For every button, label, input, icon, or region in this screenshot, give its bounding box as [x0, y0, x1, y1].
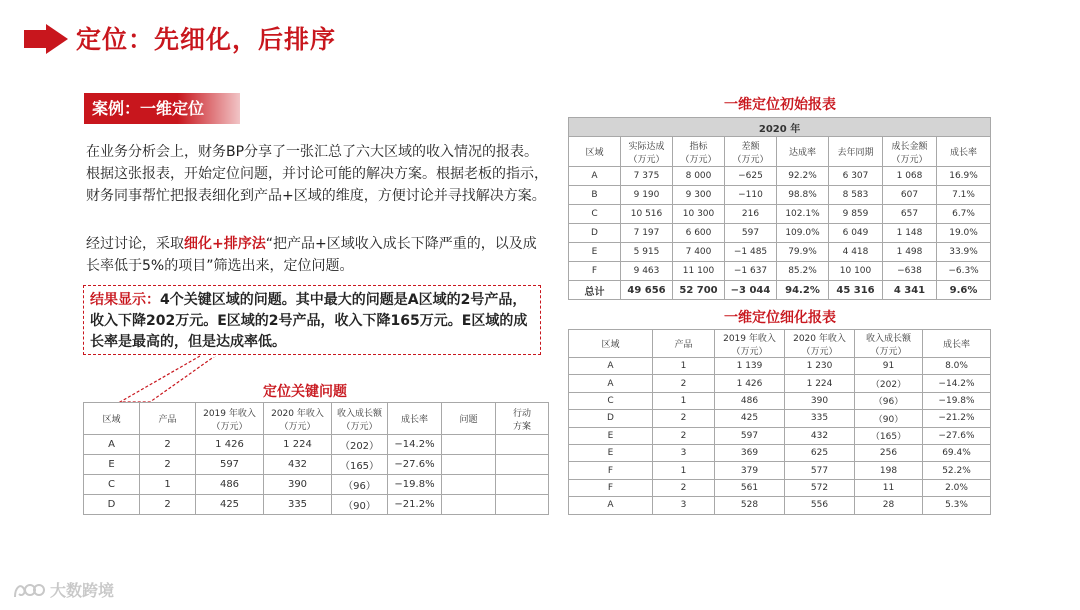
table-cell [442, 435, 496, 455]
method-highlight: 细化+排序法 [184, 236, 266, 252]
table-cell: E [569, 243, 621, 262]
table-cell [496, 435, 549, 455]
table-cell: −110 [725, 186, 777, 205]
table-cell: 572 [785, 479, 855, 496]
table-cell: 10 516 [621, 205, 673, 224]
table-cell: 28 [855, 497, 923, 514]
header-cell: 收入成长额 （万元） [332, 403, 388, 435]
table-row [569, 358, 991, 375]
table-cell: 335 [264, 495, 332, 515]
table-cell: 69.4% [923, 444, 991, 461]
table-row [84, 475, 549, 495]
table-cell: C [569, 392, 653, 409]
table-cell: −1 637 [725, 262, 777, 281]
table-cell: 577 [785, 462, 855, 479]
table-row [569, 444, 991, 461]
table-cell: 657 [883, 205, 937, 224]
table-cell: 5 915 [621, 243, 673, 262]
table-cell: 8.0% [923, 358, 991, 375]
table-row [84, 455, 549, 475]
table-cell [442, 455, 496, 475]
table-cell: 597 [725, 224, 777, 243]
table-cell: 2 [653, 427, 715, 444]
table-cell [496, 495, 549, 515]
table-cell: （202） [855, 375, 923, 392]
table-cell: 379 [715, 462, 785, 479]
table-cell: 528 [715, 497, 785, 514]
table-cell: C [84, 475, 140, 495]
table-cell: −19.8% [923, 392, 991, 409]
detail-report-table [568, 329, 991, 515]
table-cell: −625 [725, 167, 777, 186]
total-cell: 94.2% [777, 281, 829, 300]
table-cell [442, 475, 496, 495]
table-cell: A [84, 435, 140, 455]
key-issues-title: 定位关键问题 [263, 384, 347, 400]
table-cell: 625 [785, 444, 855, 461]
initial-report-table [568, 117, 991, 300]
total-cell: 9.6% [937, 281, 991, 300]
table-cell [442, 495, 496, 515]
table-row [84, 495, 549, 515]
table-cell: 1 498 [883, 243, 937, 262]
table-cell: 1 224 [264, 435, 332, 455]
table-cell: 16.9% [937, 167, 991, 186]
total-cell: 4 341 [883, 281, 937, 300]
header-cell: 实际达成 （万元） [621, 137, 673, 167]
table-cell: 91 [855, 358, 923, 375]
table-cell: A [569, 167, 621, 186]
table-cell: 556 [785, 497, 855, 514]
table-cell: −27.6% [923, 427, 991, 444]
table-cell: 8 000 [673, 167, 725, 186]
table-cell: 6 049 [829, 224, 883, 243]
table-cell: 597 [196, 455, 264, 475]
total-cell: −3 044 [725, 281, 777, 300]
table-cell: 1 426 [196, 435, 264, 455]
header-cell: 差额 （万元） [725, 137, 777, 167]
table-cell: 7 375 [621, 167, 673, 186]
table-cell: C [569, 205, 621, 224]
table-cell: 9 300 [673, 186, 725, 205]
table-cell: （90） [332, 495, 388, 515]
table-row [569, 205, 991, 224]
table-cell: 11 100 [673, 262, 725, 281]
table-cell: D [84, 495, 140, 515]
table-cell: 369 [715, 444, 785, 461]
table-cell: 1 139 [715, 358, 785, 375]
table-cell: −21.2% [388, 495, 442, 515]
table-row [569, 462, 991, 479]
table-cell: −19.8% [388, 475, 442, 495]
intro-paragraph: 在业务分析会上，财务BP分享了一张汇总了六大区域的收入情况的报表。根据这张报表，开始定位问题，并讨论可能的解决方案。根据老板的指示，财务同事帮忙把报表细化到产品+区域的维度，方便讨论并寻找解决方案。 [86, 144, 548, 204]
table-cell: 11 [855, 479, 923, 496]
table-cell: 6.7% [937, 205, 991, 224]
header-cell: 区域 [569, 137, 621, 167]
table-cell: −1 485 [725, 243, 777, 262]
header-cell: 2020 年收入 （万元） [785, 330, 855, 358]
table-cell: 425 [196, 495, 264, 515]
table-cell: D [569, 224, 621, 243]
result-label: 结果显示： [90, 292, 160, 308]
table-cell: 2 [653, 410, 715, 427]
header-cell: 区域 [84, 403, 140, 435]
table-cell: E [569, 444, 653, 461]
table-cell: A [569, 375, 653, 392]
table-cell: 8 583 [829, 186, 883, 205]
header-cell: 产品 [653, 330, 715, 358]
table-row [569, 479, 991, 496]
table-cell: （165） [332, 455, 388, 475]
table-cell: 1 [140, 475, 196, 495]
table-cell: （96） [332, 475, 388, 495]
header-cell: 达成率 [777, 137, 829, 167]
table-cell: 390 [785, 392, 855, 409]
table-cell: 2 [140, 455, 196, 475]
table-cell: −6.3% [937, 262, 991, 281]
table-cell: （202） [332, 435, 388, 455]
table-row [569, 410, 991, 427]
footer-logo [12, 578, 114, 601]
header-cell: 2020 年收入 （万元） [264, 403, 332, 435]
total-cell: 45 316 [829, 281, 883, 300]
page-title: 定位：先细化，后排序 [76, 25, 337, 54]
header-cell: 问题 [442, 403, 496, 435]
table-cell: 19.0% [937, 224, 991, 243]
header-cell: 成长金额 （万元） [883, 137, 937, 167]
table-cell: F [569, 462, 653, 479]
table-cell: 390 [264, 475, 332, 495]
header-cell: 成长率 [937, 137, 991, 167]
result-box [83, 285, 541, 355]
table-cell: D [569, 410, 653, 427]
header-cell: 行动 方案 [496, 403, 549, 435]
table-cell: 1 224 [785, 375, 855, 392]
header-cell: 2019 年收入 （万元） [196, 403, 264, 435]
table-cell: −21.2% [923, 410, 991, 427]
header-cell: 成长率 [388, 403, 442, 435]
table-cell: 256 [855, 444, 923, 461]
method-text-b: “把产品+区域收入成长下降严重的，以及成长率低于5%的项目”筛选出来，定位问题。 [86, 236, 537, 274]
total-row [569, 281, 991, 300]
header-cell: 产品 [140, 403, 196, 435]
table-cell: 335 [785, 410, 855, 427]
table-cell: 561 [715, 479, 785, 496]
header-cell: 收入成长额 （万元） [855, 330, 923, 358]
table-cell: 1 426 [715, 375, 785, 392]
table-cell: 92.2% [777, 167, 829, 186]
table-cell: 9 463 [621, 262, 673, 281]
table-cell: 2.0% [923, 479, 991, 496]
footer-logo-text: 大数跨境 [50, 581, 115, 600]
table-cell: 10 100 [829, 262, 883, 281]
table-cell: 33.9% [937, 243, 991, 262]
brand-logo-icon [12, 579, 46, 601]
table-cell: 10 300 [673, 205, 725, 224]
header-cell: 区域 [569, 330, 653, 358]
table-cell: 1 [653, 358, 715, 375]
header-cell: 成长率 [923, 330, 991, 358]
table-cell: F [569, 479, 653, 496]
key-issues-table [83, 402, 549, 515]
table-row [569, 497, 991, 514]
year-header: 2020 年 [569, 118, 991, 137]
table-cell: 607 [883, 186, 937, 205]
table-cell: 4 418 [829, 243, 883, 262]
table-cell: −14.2% [923, 375, 991, 392]
title-arrow-icon [24, 24, 68, 54]
table-cell: （90） [855, 410, 923, 427]
table-cell: 109.0% [777, 224, 829, 243]
table-cell: 1 [653, 462, 715, 479]
table-cell: 98.8% [777, 186, 829, 205]
table-cell: 1 230 [785, 358, 855, 375]
table-cell: 432 [264, 455, 332, 475]
table-cell: 597 [715, 427, 785, 444]
header-cell: 指标 （万元） [673, 137, 725, 167]
table-row [569, 224, 991, 243]
table-cell: 1 [653, 392, 715, 409]
table-cell: 3 [653, 497, 715, 514]
table-cell: 198 [855, 462, 923, 479]
table-row [84, 435, 549, 455]
table-cell: E [569, 427, 653, 444]
table-cell: −638 [883, 262, 937, 281]
table-cell: F [569, 262, 621, 281]
table-cell [496, 475, 549, 495]
table-cell: 6 307 [829, 167, 883, 186]
table-cell: 85.2% [777, 262, 829, 281]
result-text: 4个关键区域的问题。其中最大的问题是A区域的2号产品，收入下降202万元。E区域的2号产品，收入下降165万元。E区域的成长率是最高的，但是达成率低。 [90, 292, 528, 350]
table-cell [496, 455, 549, 475]
table-cell: −27.6% [388, 455, 442, 475]
table-cell: 1 148 [883, 224, 937, 243]
initial-report-title: 一维定位初始报表 [724, 97, 836, 113]
table-row [569, 262, 991, 281]
table-row [569, 392, 991, 409]
table-cell: 486 [715, 392, 785, 409]
table-cell: B [569, 186, 621, 205]
table-cell: 52.2% [923, 462, 991, 479]
total-cell: 总计 [569, 281, 621, 300]
header-cell: 去年同期 [829, 137, 883, 167]
table-cell: 2 [140, 495, 196, 515]
table-cell: 486 [196, 475, 264, 495]
table-cell: 6 600 [673, 224, 725, 243]
table-cell: 1 068 [883, 167, 937, 186]
table-cell: E [84, 455, 140, 475]
header-cell: 2019 年收入 （万元） [715, 330, 785, 358]
table-cell: A [569, 497, 653, 514]
method-paragraph [86, 233, 548, 277]
table-cell: A [569, 358, 653, 375]
table-cell: −14.2% [388, 435, 442, 455]
total-cell: 49 656 [621, 281, 673, 300]
table-cell: 102.1% [777, 205, 829, 224]
table-row [569, 427, 991, 444]
table-cell: 7 197 [621, 224, 673, 243]
table-cell: 2 [653, 375, 715, 392]
table-cell: 216 [725, 205, 777, 224]
table-cell: 425 [715, 410, 785, 427]
table-row [569, 243, 991, 262]
method-text-a: 经过讨论，采取 [86, 236, 184, 252]
table-cell: 5.3% [923, 497, 991, 514]
table-cell: 432 [785, 427, 855, 444]
table-cell: 7.1% [937, 186, 991, 205]
table-cell: 7 400 [673, 243, 725, 262]
total-cell: 52 700 [673, 281, 725, 300]
table-cell: （96） [855, 392, 923, 409]
table-row [569, 375, 991, 392]
table-cell: 79.9% [777, 243, 829, 262]
case-tag: 案例：一维定位 [84, 93, 240, 124]
table-cell: 9 190 [621, 186, 673, 205]
table-cell: 9 859 [829, 205, 883, 224]
table-cell: （165） [855, 427, 923, 444]
table-cell: 3 [653, 444, 715, 461]
table-cell: 2 [140, 435, 196, 455]
table-row [569, 167, 991, 186]
table-row [569, 186, 991, 205]
table-cell: 2 [653, 479, 715, 496]
detail-report-title: 一维定位细化报表 [724, 310, 836, 326]
